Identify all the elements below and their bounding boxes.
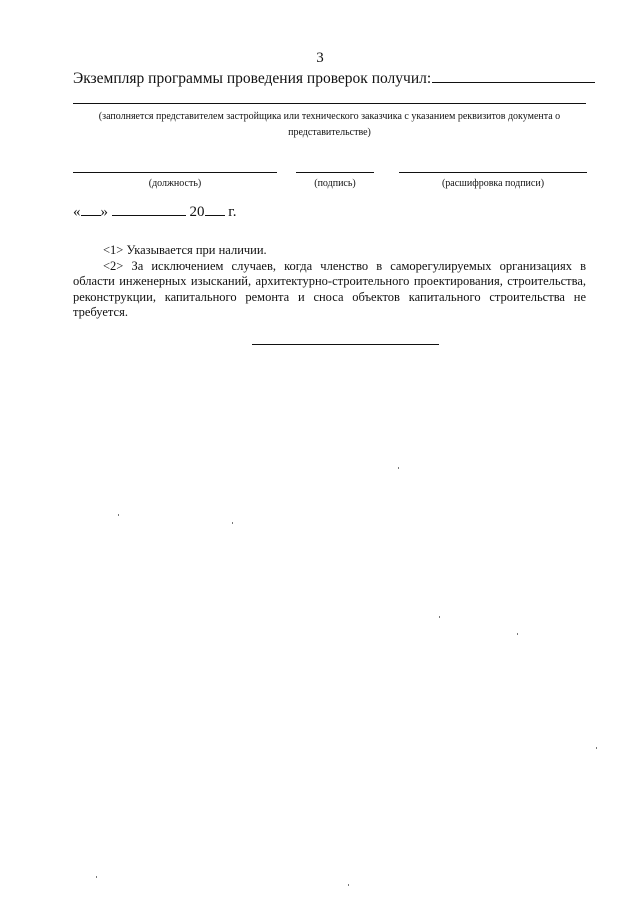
received-label: Экземпляр программы проведения проверок получил: (73, 70, 432, 87)
transcript-blank-line (399, 172, 587, 173)
year-suffix: г. (228, 204, 237, 220)
year-blank (205, 203, 225, 216)
signature-blank-line (296, 172, 374, 173)
footnote-2: <2> За исключением случаев, когда членство в саморегулируемых организациях в области инженерных изысканий, архитектурно-строительного проектирования, строительства, реконструкции, капитального ремонта и сноса объектов капитального строительства не требуется. (73, 258, 586, 319)
scan-speck (118, 514, 119, 516)
signature-caption: (подпись) (314, 178, 356, 189)
recipient-blank-line (432, 70, 595, 83)
date-row (73, 203, 236, 221)
footnote-1: <1> Указывается при наличии. (103, 243, 267, 257)
scan-speck (398, 467, 399, 469)
end-separator-line (252, 344, 439, 345)
representative-blank-line (73, 103, 586, 104)
scan-speck (96, 876, 97, 878)
footnotes (73, 243, 586, 321)
page-number: 3 (316, 50, 324, 66)
scan-speck (348, 884, 349, 886)
scan-speck (439, 616, 440, 618)
day-blank (81, 203, 101, 216)
scan-speck (232, 522, 233, 524)
representative-note: (заполняется представителем застройщика или технического заказчика с указанием реквизитов документа о представительстве) (98, 111, 561, 138)
year-prefix: 20 (189, 204, 205, 220)
date-open-quote: « (73, 204, 81, 220)
position-blank-line (73, 172, 277, 173)
date-close-quote: » (100, 204, 108, 220)
transcript-caption: (расшифровка подписи) (441, 178, 545, 189)
received-statement (73, 70, 593, 88)
position-caption: (должность) (148, 178, 202, 189)
scan-speck (596, 747, 597, 749)
scan-speck (517, 633, 518, 635)
month-blank (112, 203, 186, 216)
